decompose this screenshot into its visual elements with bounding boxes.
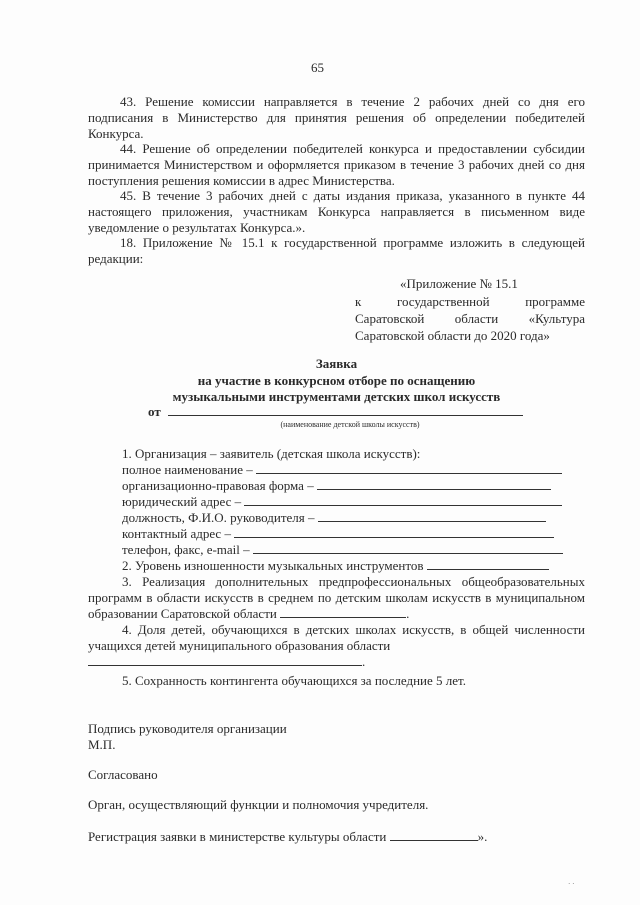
full-name-line <box>256 462 562 474</box>
item-43: 43. Решение комиссии направляется в течение 2 рабочих дней со дня его подписания в Министерство для принятия решения об определении победителей Конкурса. <box>88 94 585 141</box>
programs-line <box>280 606 406 618</box>
field-programs <box>88 574 585 622</box>
wear-level-line <box>427 558 549 570</box>
registration-field <box>88 829 487 845</box>
appendix-header-line1: «Приложение № 15.1 <box>400 276 518 291</box>
wear-level-label: 2. Уровень изношенности музыкальных инструментов <box>122 558 424 573</box>
share-children-line <box>88 654 362 666</box>
registration-end: ». <box>477 829 488 844</box>
share-children-end-dot: . <box>362 654 366 669</box>
share-children-fill <box>88 654 365 670</box>
stamp-label: М.П. <box>88 737 116 752</box>
field-retention: 5. Сохранность контингента обучающихся за последние 5 лет. <box>122 673 466 688</box>
field-full-name <box>122 462 562 478</box>
legal-form-label: организационно-правовая форма – <box>122 478 314 493</box>
field-legal-address <box>122 494 562 510</box>
contact-address-label: контактный адрес – <box>122 526 231 541</box>
form-title: Заявка <box>315 356 358 371</box>
field-share-children <box>88 622 585 654</box>
form-subtitle-2: музыкальными инструментами детских школ искусств <box>172 389 501 404</box>
from-label: от <box>148 404 161 419</box>
position-label: должность, Ф.И.О. руководителя – <box>122 510 315 525</box>
registration-label: Регистрация заявки в министерстве культуры области <box>88 829 387 844</box>
form-subtitle-from <box>148 404 523 420</box>
item-18: 18. Приложение № 15.1 к государственной программе изложить в следующей редакции: <box>88 235 585 266</box>
contact-address-line <box>234 526 554 538</box>
form-subtitle-1: на участие в конкурсном отборе по оснащению <box>197 373 476 388</box>
appendix-header-line2: к государственной программе <box>355 294 585 309</box>
phone-line <box>253 542 563 554</box>
legal-address-line <box>244 494 562 506</box>
position-line <box>318 510 546 522</box>
phone-label: телефон, факс, e-mail – <box>122 542 250 557</box>
appendix-header-line3: Саратовской области «Культура <box>355 311 585 326</box>
field-contact-address <box>122 526 554 542</box>
full-name-label: полное наименование – <box>122 462 253 477</box>
field-position <box>122 510 546 526</box>
legal-form-line <box>317 478 551 490</box>
programs-label: 3. Реализация дополнительных предпрофессиональных общеобразовательных программ в области искусств в среднем по детским школам искусств в муниципальном образовании Саратовской области <box>88 574 585 621</box>
school-name-caption: (наименование детской школы искусств) <box>280 420 420 429</box>
page-number: 65 <box>311 60 324 75</box>
organ-label: Орган, осуществляющий функции и полномочия учредителя. <box>88 797 429 812</box>
legal-address-label: юридический адрес – <box>122 494 242 509</box>
scan-mark: · · <box>568 880 575 888</box>
share-children-label: 4. Доля детей, обучающихся в детских школах искусств, в общей численности учащихся детей муниципального образования области <box>88 622 585 653</box>
field-phone <box>122 542 563 558</box>
field-organization: 1. Организация – заявитель (детская школа искусств): <box>122 446 421 461</box>
school-name-line <box>168 404 523 416</box>
field-legal-form <box>122 478 551 494</box>
registration-line <box>390 829 478 841</box>
item-45: 45. В течение 3 рабочих дней с даты издания приказа, указанного в пункте 44 настоящего приложения, участникам Конкурса направляется в письменном виде уведомление о результатах Конкурса.». <box>88 188 585 235</box>
agreed-label: Согласовано <box>88 767 158 782</box>
signature-label: Подпись руководителя организации <box>88 721 287 736</box>
programs-end-dot: . <box>406 606 410 621</box>
item-44: 44. Решение об определении победителей конкурса и предоставлении субсидии принимается Министерством и оформляется приказом в течение 3 рабочих дней со дня поступления решения комиссии в адрес Министерства. <box>88 141 585 188</box>
field-wear-level <box>122 558 549 574</box>
appendix-header-line4: Саратовской области до 2020 года» <box>355 328 550 343</box>
